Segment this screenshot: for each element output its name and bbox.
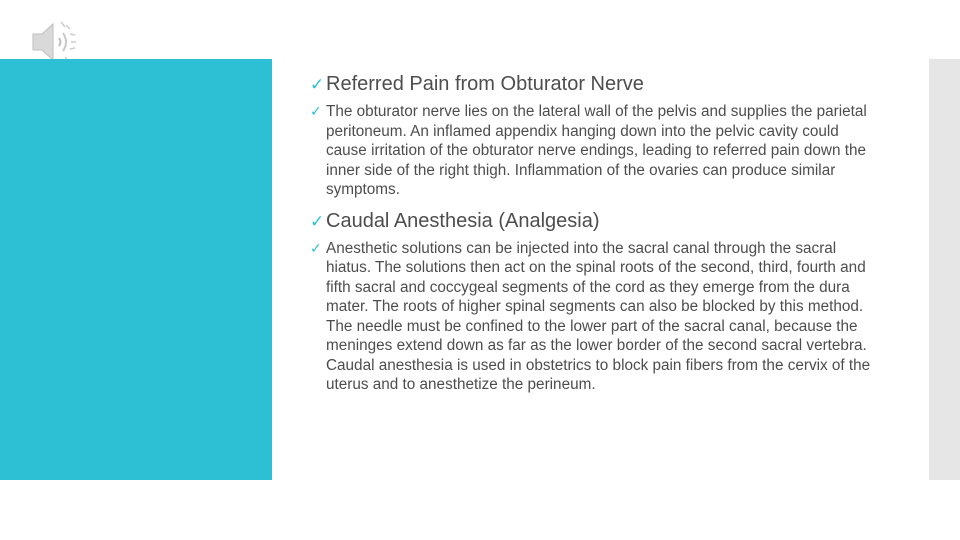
section-body [310, 102, 880, 200]
checkmark-bullet-icon: ✓ [310, 239, 322, 256]
heading-text: Referred Pain from Obturator Nerve [326, 73, 644, 95]
checkmark-bullet-icon: ✓ [310, 75, 325, 94]
section-heading [310, 209, 880, 233]
section-heading [310, 72, 880, 96]
checkmark-bullet-icon: ✓ [310, 211, 325, 231]
checkmark-bullet-icon: ✓ [310, 103, 322, 119]
body-text: The obturator nerve lies on the lateral wall of the pelvis and supplies the parietal peritoneum. An inflamed appendix hanging down into the pelvic cavity could cause irritation of the obturator nerve endings, leading to referred pain down the inner side of the right thigh. Inflammation of the ovaries can produce similar symptoms. [326, 103, 867, 198]
slide-content [310, 72, 880, 395]
body-text: Anesthetic solutions can be injected into the sacral canal through the sacral hiatus. The solutions then act on the spinal roots of the second, third, fourth and fifth sacral and coccygeal segments of the cord as they emerge from the dura mater. The roots of higher spinal segments can also be blocked by this method. The needle must be confined to the lower part of the sacral canal, because the meninges extend down as far as the lower border of the second sacral vertebra. Caudal anesthesia is used in obstetrics to block pain fibers from the cervix of the uterus and to anesthetize the perineum. [326, 239, 871, 393]
heading-text: Caudal Anesthesia (Analgesia) [326, 209, 600, 232]
section-body [310, 239, 880, 395]
side-strip [929, 59, 960, 480]
accent-panel [0, 59, 272, 480]
